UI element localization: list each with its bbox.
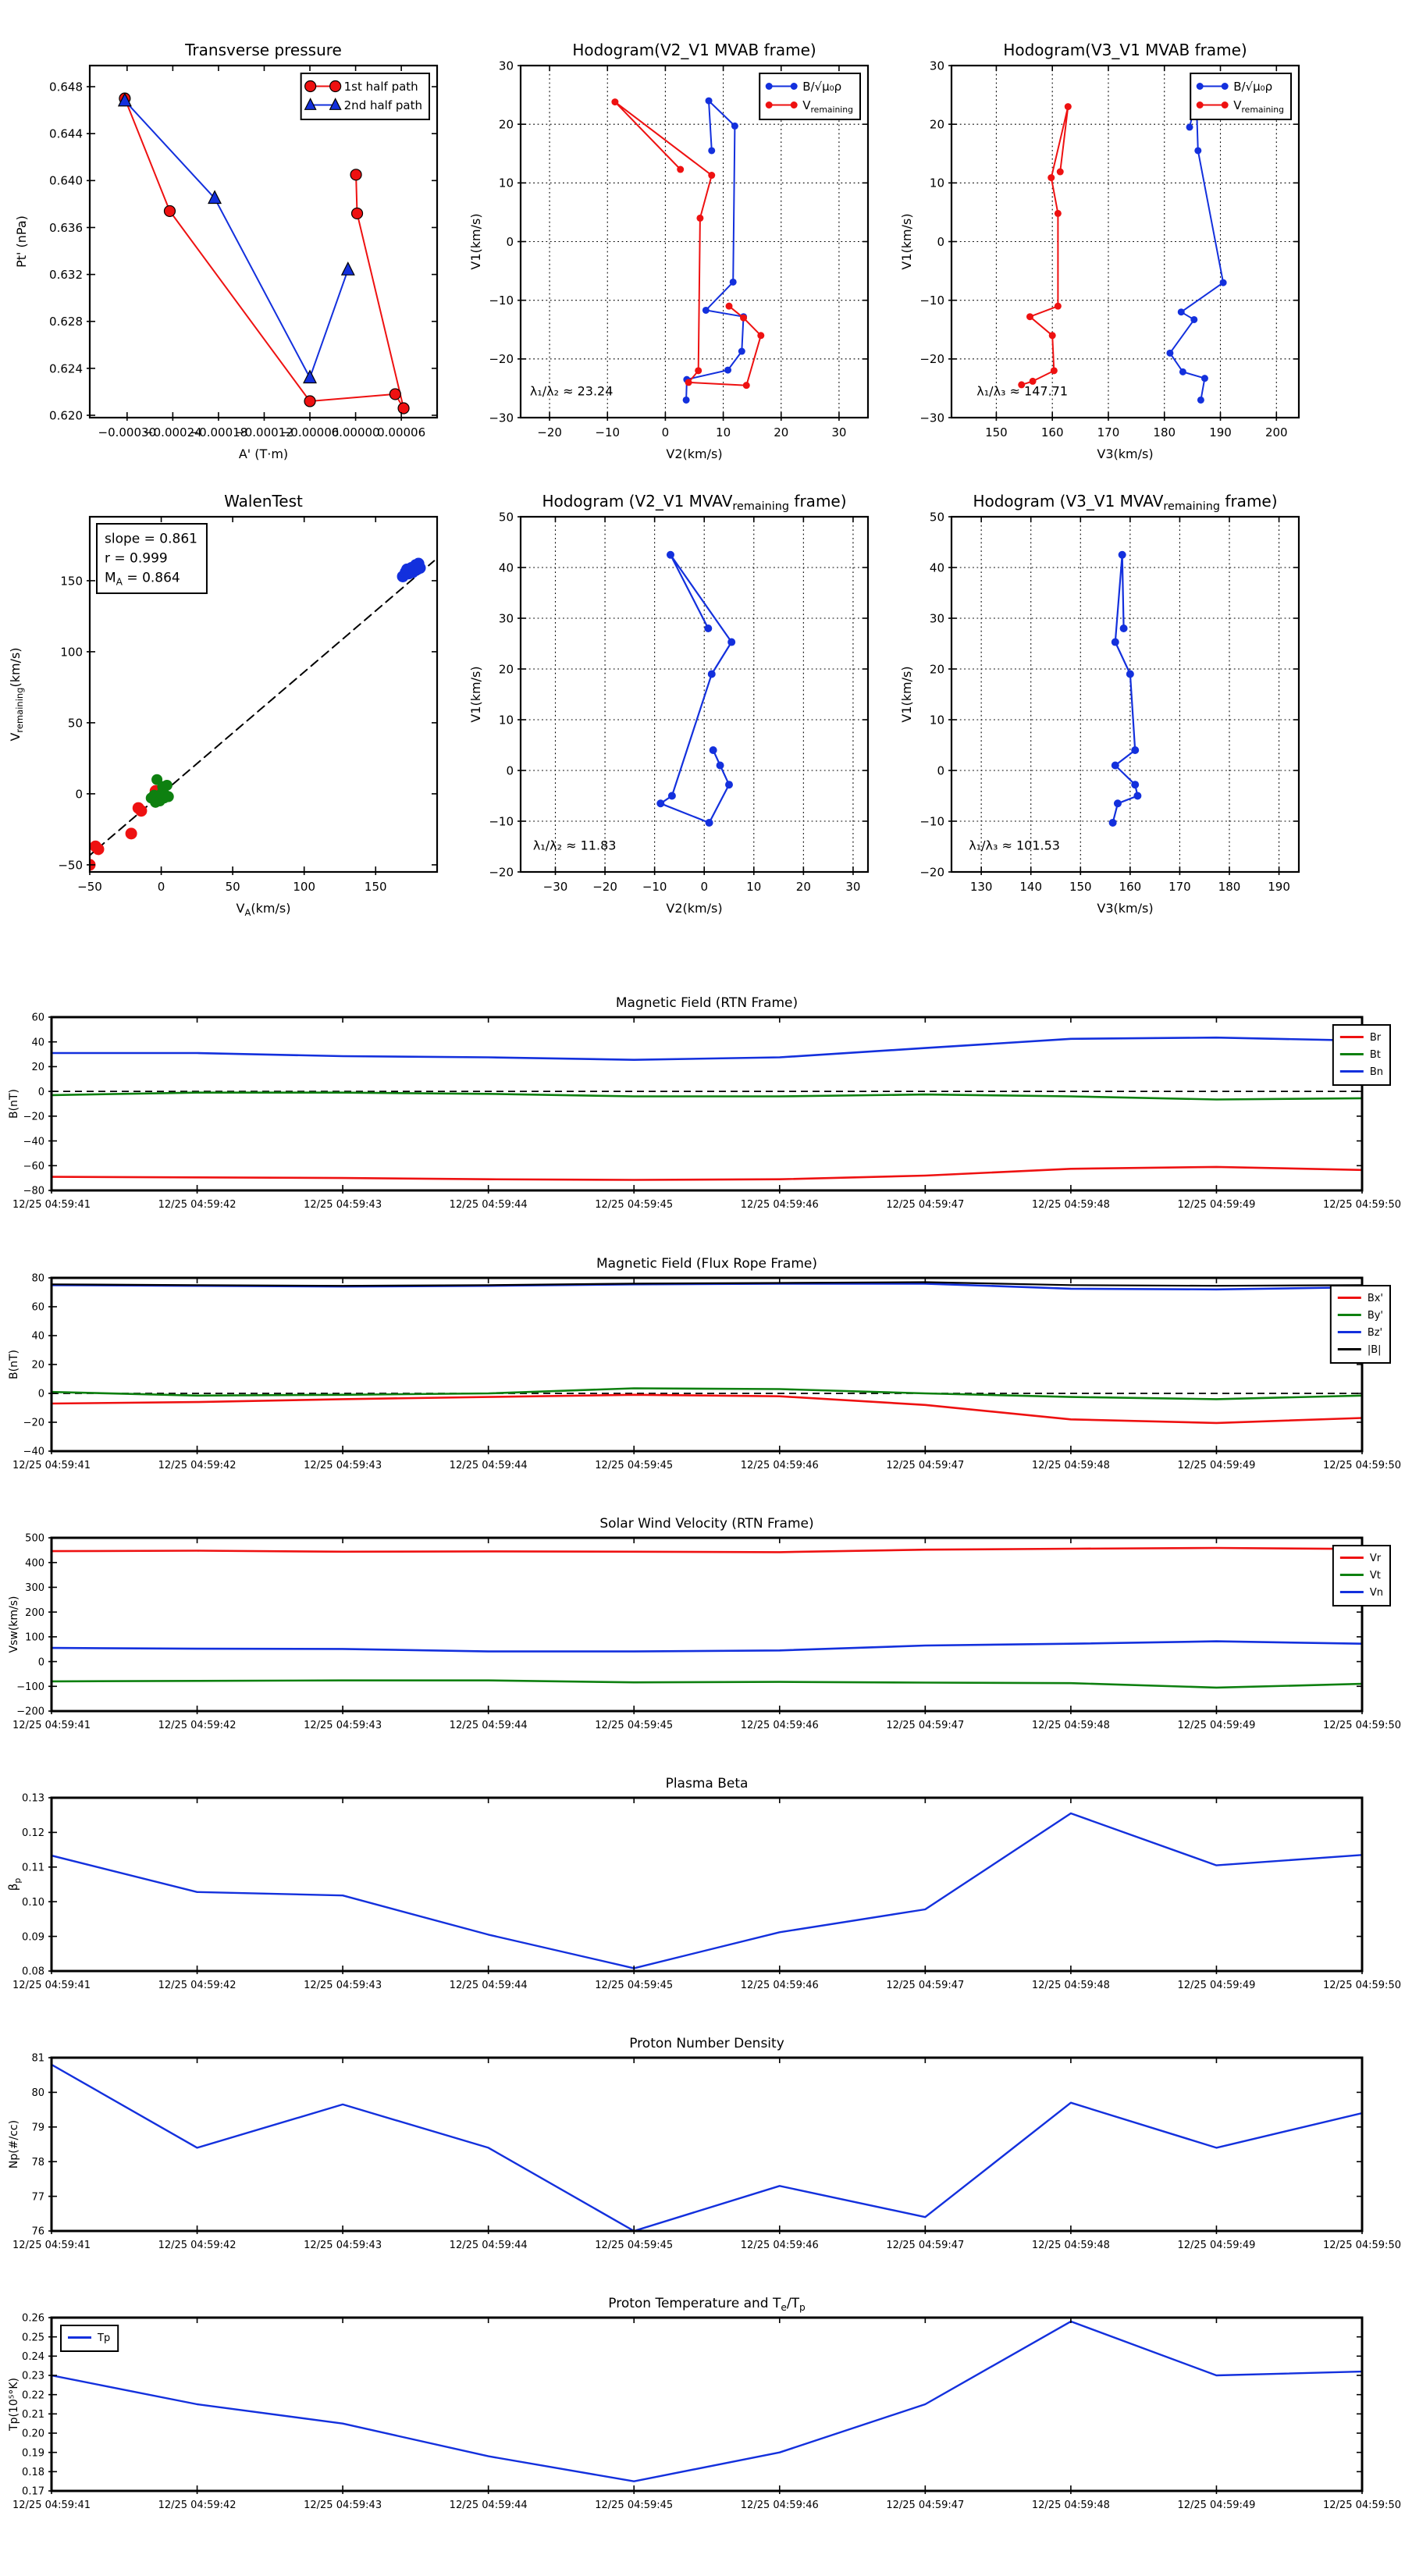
y-tick-label: 200 <box>25 1606 44 1619</box>
y-tick-label: 0.18 <box>22 2467 44 2479</box>
x-tick-label: 150 <box>364 880 387 894</box>
x-tick-label: 0 <box>661 425 670 439</box>
x-tick-label: 130 <box>969 880 993 894</box>
x-tick-label: 12/25 04:59:44 <box>449 1720 528 1731</box>
x-tick-label: −30 <box>542 880 568 894</box>
y-axis-label: V1(km/s) <box>468 666 483 723</box>
axes-frame <box>52 1798 1362 1971</box>
panel-title: Plasma Beta <box>665 1776 749 1791</box>
x-tick-label: 12/25 04:59:45 <box>595 2240 674 2251</box>
x-tick-label: 10 <box>716 425 731 439</box>
stats-line: slope = 0.861 <box>105 531 197 547</box>
y-tick-label: −30 <box>919 411 944 425</box>
x-tick-label: 12/25 04:59:50 <box>1323 1720 1401 1731</box>
x-tick-label: 12/25 04:59:41 <box>12 2240 91 2251</box>
legend <box>759 73 860 119</box>
x-tick-label: −0.00024 <box>144 425 202 439</box>
y-tick-label: −20 <box>23 1111 44 1123</box>
y-tick-label: 10 <box>929 176 944 190</box>
legend-label: Tp <box>98 2332 111 2345</box>
x-tick-label: 12/25 04:59:47 <box>886 1199 965 1211</box>
y-tick-label: −30 <box>489 411 514 425</box>
x-tick-label: −20 <box>537 425 562 439</box>
y-tick-label: 500 <box>25 1532 44 1545</box>
y-tick-label: 80 <box>31 1272 44 1285</box>
y-tick-label: 10 <box>498 176 514 190</box>
legend-label: Bt <box>1369 1049 1381 1062</box>
x-tick-label: −50 <box>77 880 102 894</box>
x-tick-label: 12/25 04:59:44 <box>449 2240 528 2251</box>
x-tick-label: 170 <box>1097 425 1120 439</box>
y-tick-label: 0 <box>37 1656 44 1669</box>
x-tick-label: 160 <box>1040 425 1064 439</box>
x-tick-label: 12/25 04:59:50 <box>1323 2500 1401 2511</box>
x-tick-label: 0.00006 <box>377 425 426 439</box>
y-tick-label: −40 <box>23 1446 44 1458</box>
x-tick-label: 12/25 04:59:47 <box>886 1980 965 1991</box>
stats-box <box>97 524 207 593</box>
x-tick-label: 12/25 04:59:50 <box>1323 2240 1401 2251</box>
series-bt <box>52 1093 1362 1100</box>
x-tick-label: 12/25 04:59:44 <box>449 2500 528 2511</box>
y-tick-label: 400 <box>25 1557 44 1570</box>
panel-title: Hodogram(V3_V1 MVAB frame) <box>1003 41 1247 59</box>
x-tick-label: 12/25 04:59:45 <box>595 1720 674 1731</box>
x-tick-label: 180 <box>1153 425 1176 439</box>
series-group <box>52 2322 1362 2482</box>
panel-p11 <box>8 2036 1401 2251</box>
panel-title: Hodogram (V2_V1 $MVAV_{remaining}$ frame) <box>542 492 847 513</box>
x-tick-label: 12/25 04:59:47 <box>886 1720 965 1731</box>
axes-frame <box>52 2318 1362 2491</box>
x-tick-label: 12/25 04:59:42 <box>158 1720 237 1731</box>
legend-label: B/√μ₀ρ <box>802 79 842 94</box>
y-tick-label: 0.620 <box>49 408 83 423</box>
y-axis-label: V1(km/s) <box>899 666 914 723</box>
legend-label: $V_{remaining}$ <box>1233 98 1284 115</box>
y-tick-label: −100 <box>16 1681 44 1693</box>
x-axis-label: V3(km/s) <box>1097 447 1154 461</box>
x-tick-label: 160 <box>1119 880 1142 894</box>
y-tick-label: 0.636 <box>49 220 83 235</box>
x-tick-label: 12/25 04:59:44 <box>449 1980 528 1991</box>
panel-p12 <box>8 2296 1401 2511</box>
series-group <box>1109 551 1142 827</box>
x-tick-label: 12/25 04:59:43 <box>304 1460 382 1471</box>
x-tick-label: 12/25 04:59:48 <box>1031 2240 1110 2251</box>
legend-label: Br <box>1369 1032 1382 1044</box>
x-tick-label: 12/25 04:59:41 <box>12 2500 91 2511</box>
panel-title: Hodogram(V2_V1 MVAB frame) <box>572 41 816 59</box>
y-tick-label: 30 <box>498 59 514 73</box>
y-tick-label: 0.628 <box>49 315 83 329</box>
series-b- <box>1170 100 1223 400</box>
y-tick-label: 0 <box>506 763 514 778</box>
y-tick-label: 0.24 <box>22 2351 44 2364</box>
series--b- <box>52 1283 1362 1286</box>
panel-title: Proton Number Density <box>629 2036 784 2051</box>
y-tick-label: 0.25 <box>22 2332 44 2344</box>
x-tick-label: 12/25 04:59:44 <box>449 1460 528 1471</box>
y-tick-label: 50 <box>929 510 944 525</box>
legend <box>1190 73 1291 119</box>
x-tick-label: 12/25 04:59:43 <box>304 2240 382 2251</box>
y-tick-label: 0.624 <box>49 361 83 376</box>
y-tick-label: 0.648 <box>49 80 83 94</box>
legend-label: |B| <box>1367 1344 1382 1357</box>
panel-p2 <box>468 41 868 461</box>
y-tick-label: −10 <box>919 814 944 829</box>
legend-label: Bz' <box>1367 1327 1383 1340</box>
y-tick-label: −50 <box>58 858 83 873</box>
y-tick-label: 0.11 <box>22 1862 44 1874</box>
y-tick-label: 0.10 <box>22 1896 44 1909</box>
panel-p10 <box>6 1776 1401 1991</box>
y-tick-label: 20 <box>498 662 514 677</box>
y-tick-label: −200 <box>16 1706 44 1718</box>
panel-p8 <box>8 1256 1401 1471</box>
series-np <box>52 2065 1362 2231</box>
y-tick-label: −20 <box>919 352 944 367</box>
y-tick-label: 0.26 <box>22 2312 44 2325</box>
y-tick-label: −10 <box>489 294 514 308</box>
legend-label: Vr <box>1369 1553 1382 1565</box>
x-tick-label: 12/25 04:59:43 <box>304 1720 382 1731</box>
y-tick-label: 77 <box>31 2191 44 2204</box>
y-axis-label: $V_{remaining}(km/s)$ <box>8 647 25 742</box>
panel-p9 <box>8 1516 1401 1731</box>
y-tick-label: 20 <box>929 662 944 677</box>
y-tick-label: 0.08 <box>22 1966 44 1978</box>
series-group <box>611 98 764 404</box>
y-tick-label: 60 <box>31 1012 44 1024</box>
x-axis-label: V3(km/s) <box>1097 901 1154 916</box>
axes-frame <box>52 2058 1362 2231</box>
x-tick-label: 12/25 04:59:47 <box>886 2240 965 2251</box>
series-group <box>52 1283 1362 1423</box>
axes-frame <box>52 1278 1362 1451</box>
legend <box>1333 1546 1390 1606</box>
panel-title: WalenTest <box>224 492 303 511</box>
x-tick-label: 0 <box>700 880 708 894</box>
series-b- <box>686 101 743 400</box>
x-tick-label: 12/25 04:59:41 <box>12 1199 91 1211</box>
x-tick-label: 12/25 04:59:48 <box>1031 1720 1110 1731</box>
x-tick-label: 12/25 04:59:43 <box>304 2500 382 2511</box>
x-tick-label: −0.00006 <box>280 425 340 439</box>
y-tick-label: 60 <box>31 1301 44 1314</box>
x-axis-label: $V_A(km/s)$ <box>236 901 291 918</box>
x-tick-label: 150 <box>985 425 1008 439</box>
x-tick-label: 12/25 04:59:45 <box>595 2500 674 2511</box>
y-tick-label: 30 <box>498 611 514 626</box>
y-tick-label: 30 <box>929 611 944 626</box>
y-tick-label: 0 <box>37 1086 44 1098</box>
x-tick-label: 0 <box>157 880 165 894</box>
y-tick-label: 0 <box>37 1388 44 1400</box>
x-tick-label: 12/25 04:59:48 <box>1031 1199 1110 1211</box>
panel-p5 <box>468 492 868 916</box>
y-tick-label: 0.13 <box>22 1792 44 1805</box>
y-tick-label: 0.21 <box>22 2409 44 2421</box>
y-tick-label: 50 <box>67 716 83 731</box>
x-tick-label: 12/25 04:59:42 <box>158 1199 237 1211</box>
x-tick-label: 12/25 04:59:50 <box>1323 1980 1401 1991</box>
x-tick-label: 140 <box>1019 880 1043 894</box>
x-tick-label: −20 <box>592 880 617 894</box>
series-bn <box>52 1037 1362 1060</box>
y-tick-label: 0 <box>75 787 83 802</box>
y-axis-label: V1(km/s) <box>468 213 483 270</box>
x-tick-label: 12/25 04:59:46 <box>740 1199 819 1211</box>
legend-label: $V_{remaining}$ <box>802 98 853 115</box>
series-group <box>52 1037 1362 1179</box>
x-tick-label: 12/25 04:59:42 <box>158 2500 237 2511</box>
y-axis-label: $\beta_p$ <box>6 1877 23 1891</box>
x-tick-label: 180 <box>1218 880 1241 894</box>
series-group <box>52 2065 1362 2231</box>
x-tick-label: 12/25 04:59:45 <box>595 1199 674 1211</box>
y-tick-label: 78 <box>31 2156 44 2169</box>
series-group <box>52 1813 1362 1968</box>
x-tick-label: 12/25 04:59:41 <box>12 1720 91 1731</box>
y-tick-label: 100 <box>60 645 83 660</box>
y-axis-label: Tp(10⁵°K) <box>8 2378 20 2431</box>
x-tick-label: 10 <box>746 880 762 894</box>
y-axis-label: Vsw(km/s) <box>8 1596 20 1653</box>
y-tick-label: 10 <box>929 713 944 728</box>
x-tick-label: 100 <box>293 880 316 894</box>
legend-label: Bx' <box>1367 1293 1383 1305</box>
legend <box>301 73 429 119</box>
series-group <box>1018 96 1226 404</box>
series-vt <box>52 1681 1362 1688</box>
panel-p6 <box>899 492 1299 916</box>
x-tick-label: 12/25 04:59:46 <box>740 1720 819 1731</box>
y-tick-label: −20 <box>489 865 514 880</box>
y-tick-label: 0 <box>937 234 944 249</box>
y-tick-label: 40 <box>929 560 944 575</box>
y-tick-label: −20 <box>23 1417 44 1429</box>
x-tick-label: 12/25 04:59:50 <box>1323 1460 1401 1471</box>
y-tick-label: 50 <box>498 510 514 525</box>
series-tp <box>52 2322 1362 2482</box>
series-br <box>52 1167 1362 1180</box>
x-tick-label: 12/25 04:59:42 <box>158 1980 237 1991</box>
series-group <box>119 93 409 414</box>
y-tick-label: 0.23 <box>22 2370 44 2382</box>
y-axis-label: V1(km/s) <box>899 213 914 270</box>
panel-p7 <box>8 995 1401 1211</box>
legend-label: Vn <box>1369 1587 1383 1599</box>
x-tick-label: 12/25 04:59:45 <box>595 1980 674 1991</box>
y-tick-label: −40 <box>23 1136 44 1148</box>
x-tick-label: 12/25 04:59:49 <box>1177 1980 1256 1991</box>
x-tick-label: 12/25 04:59:48 <box>1031 2500 1110 2511</box>
x-tick-label: 12/25 04:59:44 <box>449 1199 528 1211</box>
x-tick-label: 190 <box>1268 880 1290 894</box>
y-tick-label: 0.19 <box>22 2447 44 2460</box>
x-tick-label: 12/25 04:59:43 <box>304 1980 382 1991</box>
x-tick-label: 30 <box>831 425 847 439</box>
legend-label: B/√μ₀ρ <box>1233 79 1273 94</box>
y-tick-label: 150 <box>60 574 83 589</box>
axes-frame <box>521 517 868 872</box>
x-tick-label: −0.00018 <box>189 425 248 439</box>
y-tick-label: 0.09 <box>22 1931 44 1944</box>
series-vr <box>52 1548 1362 1552</box>
y-tick-label: 0 <box>506 234 514 249</box>
x-tick-label: 190 <box>1209 425 1232 439</box>
x-tick-label: −0.00030 <box>98 425 157 439</box>
y-tick-label: 0.20 <box>22 2428 44 2440</box>
x-tick-label: 200 <box>1264 425 1288 439</box>
x-tick-label: 12/25 04:59:46 <box>740 2240 819 2251</box>
series-bz- <box>52 1283 1362 1289</box>
y-tick-label: 40 <box>498 560 514 575</box>
series-beta-p <box>52 1813 1362 1968</box>
x-tick-label: 12/25 04:59:49 <box>1177 1460 1256 1471</box>
panel-p3 <box>899 41 1299 461</box>
y-tick-label: 0.640 <box>49 173 83 188</box>
y-tick-label: 20 <box>929 117 944 132</box>
x-tick-label: 20 <box>774 425 789 439</box>
y-tick-label: −80 <box>23 1185 44 1197</box>
series-group <box>656 551 735 827</box>
x-axis-label: V2(km/s) <box>666 447 723 461</box>
x-tick-label: 12/25 04:59:46 <box>740 1460 819 1471</box>
y-tick-label: −20 <box>489 352 514 367</box>
y-tick-label: 40 <box>31 1330 44 1343</box>
x-tick-label: 12/25 04:59:50 <box>1323 1199 1401 1211</box>
y-tick-label: 20 <box>31 1359 44 1372</box>
axes-frame <box>951 517 1299 872</box>
x-tick-label: 150 <box>1069 880 1092 894</box>
panel-title: Hodogram (V3_V1 $MVAV_{remaining}$ frame) <box>973 492 1278 513</box>
y-tick-label: −60 <box>23 1160 44 1172</box>
panel-title: Transverse pressure <box>185 41 342 59</box>
y-tick-label: 76 <box>31 2226 44 2238</box>
y-tick-label: −10 <box>489 814 514 829</box>
y-tick-label: 10 <box>498 713 514 728</box>
x-tick-label: 12/25 04:59:47 <box>886 2500 965 2511</box>
stats-line: $M_A = 0.864$ <box>105 570 180 588</box>
x-tick-label: 12/25 04:59:46 <box>740 2500 819 2511</box>
y-tick-label: 0.632 <box>49 267 83 282</box>
lambda-annotation: λ₁/λ₂ ≈ 11.83 <box>532 838 617 853</box>
legend <box>1333 1025 1390 1085</box>
y-axis-label: Np(#/cc) <box>8 2119 20 2169</box>
x-tick-label: 12/25 04:59:48 <box>1031 1980 1110 1991</box>
legend-label: Vt <box>1369 1570 1381 1582</box>
lambda-annotation: λ₁/λ₃ ≈ 101.53 <box>969 838 1060 853</box>
y-axis-label: B(nT) <box>8 1089 20 1119</box>
y-tick-label: 100 <box>25 1631 44 1644</box>
lambda-annotation: λ₁/λ₂ ≈ 23.24 <box>529 383 614 399</box>
y-tick-label: 20 <box>498 117 514 132</box>
x-tick-label: 20 <box>795 880 811 894</box>
series-v-hodogram <box>660 555 731 823</box>
x-tick-label: −0.00012 <box>235 425 293 439</box>
x-tick-label: 12/25 04:59:45 <box>595 1460 674 1471</box>
x-tick-label: 170 <box>1168 880 1191 894</box>
axes-frame <box>52 1017 1362 1190</box>
legend-label: 1st half path <box>343 79 418 94</box>
y-tick-label: 0.12 <box>22 1827 44 1840</box>
y-tick-label: 300 <box>25 1582 44 1595</box>
y-tick-label: 20 <box>31 1062 44 1074</box>
panel-p4 <box>8 492 437 918</box>
x-tick-label: 30 <box>845 880 861 894</box>
x-tick-label: 12/25 04:59:42 <box>158 2240 237 2251</box>
x-tick-label: 50 <box>225 880 240 894</box>
x-tick-label: 12/25 04:59:49 <box>1177 2240 1256 2251</box>
y-tick-label: 0.644 <box>49 126 83 141</box>
legend-label: 2nd half path <box>343 98 422 112</box>
y-tick-label: 30 <box>929 59 944 73</box>
panel-title: Magnetic Field (RTN Frame) <box>615 995 799 1011</box>
panel-p1 <box>14 41 437 461</box>
y-tick-label: 0.22 <box>22 2389 44 2402</box>
x-tick-label: 12/25 04:59:48 <box>1031 1460 1110 1471</box>
y-axis-label: B(nT) <box>8 1350 20 1379</box>
y-tick-label: −10 <box>919 294 944 308</box>
stats-line: r = 0.999 <box>105 550 168 567</box>
x-tick-label: −10 <box>595 425 621 439</box>
lambda-annotation: λ₁/λ₃ ≈ 147.71 <box>976 383 1069 399</box>
x-tick-label: 0.00000 <box>331 425 380 439</box>
x-tick-label: 12/25 04:59:41 <box>12 1980 91 1991</box>
y-tick-label: 80 <box>31 2087 44 2100</box>
x-tick-label: −10 <box>642 880 667 894</box>
series-2nd-half-path <box>125 101 348 378</box>
y-tick-label: −20 <box>919 865 944 880</box>
series-v-remaining- <box>1022 107 1069 385</box>
y-tick-label: 0 <box>937 763 944 778</box>
x-tick-label: 12/25 04:59:46 <box>740 1980 819 1991</box>
y-tick-label: 0.17 <box>22 2485 44 2498</box>
y-tick-label: 81 <box>31 2052 44 2065</box>
y-tick-label: 40 <box>31 1037 44 1049</box>
x-tick-label: 12/25 04:59:49 <box>1177 2500 1256 2511</box>
x-tick-label: 12/25 04:59:47 <box>886 1460 965 1471</box>
x-tick-label: 12/25 04:59:49 <box>1177 1199 1256 1211</box>
x-tick-label: 12/25 04:59:49 <box>1177 1720 1256 1731</box>
series-vn <box>52 1642 1362 1652</box>
series-1st-half-path <box>125 98 404 408</box>
panel-title: Solar Wind Velocity (RTN Frame) <box>599 1516 814 1532</box>
series-v-remaining- <box>615 102 761 386</box>
legend <box>1331 1286 1390 1363</box>
y-tick-label: 79 <box>31 2122 44 2134</box>
legend <box>61 2325 118 2351</box>
panel-title: Proton Temperature and $T_e/T_p$ <box>608 2296 806 2313</box>
x-axis-label: A' (T·m) <box>238 447 289 461</box>
y-axis-label: Pt' (nPa) <box>14 215 29 268</box>
x-axis-label: V2(km/s) <box>666 901 723 916</box>
series-group <box>84 558 435 871</box>
x-tick-label: 12/25 04:59:43 <box>304 1199 382 1211</box>
series-group <box>52 1548 1362 1688</box>
x-tick-label: 12/25 04:59:41 <box>12 1460 91 1471</box>
x-tick-label: 12/25 04:59:42 <box>158 1460 237 1471</box>
panel-title: Magnetic Field (Flux Rope Frame) <box>596 1256 817 1272</box>
legend-label: Bn <box>1369 1066 1383 1079</box>
legend-label: By' <box>1367 1310 1383 1322</box>
